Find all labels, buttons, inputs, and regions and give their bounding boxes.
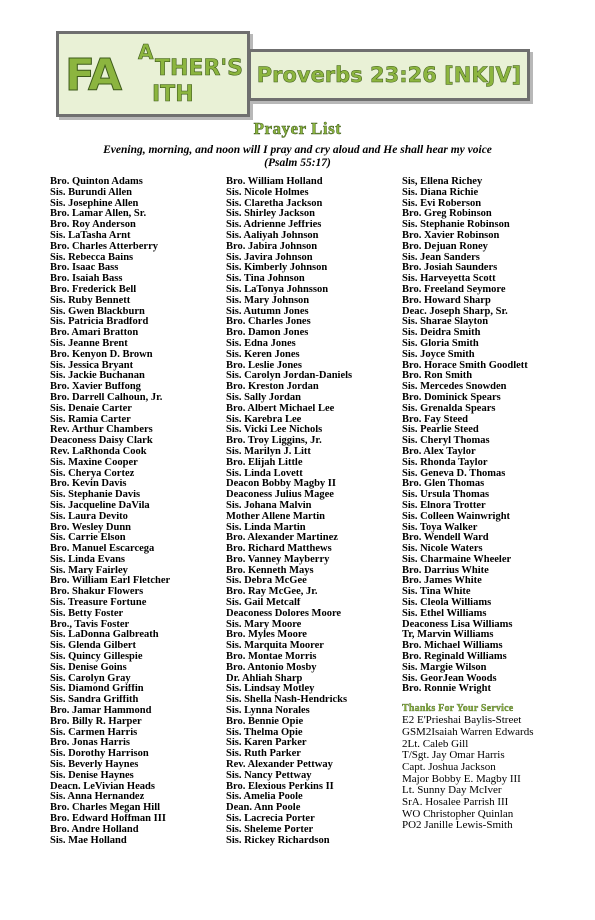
prayer-name: Sis. Margie Wilson [402, 662, 487, 673]
prayer-name: Sis. Amelia Poole [226, 792, 303, 803]
prayer-name: Dr. Ahliah Sharp [226, 673, 303, 684]
prayer-name: Bro. Reginald Williams [402, 652, 507, 663]
prayer-name: Bro. Josiah Saunders [402, 263, 498, 274]
prayer-name: Sis. Jacqueline DaVila [50, 500, 150, 511]
prayer-name: Sis. Mae Holland [50, 835, 127, 846]
service-member-name: 2Lt. Caleb Gill [402, 738, 469, 750]
logo-letters-fa: FA [65, 50, 121, 101]
prayer-name: Sis. Jean Sanders [402, 252, 480, 263]
prayer-list-column-3 [402, 177, 574, 832]
prayer-name: Deac. Joseph Sharp, Sr. [402, 306, 508, 317]
prayer-name: Sis. Mary Fairley [50, 565, 128, 576]
scripture-quote: Evening, morning, and noon will I pray and cry aloud and He shall hear my voice [103, 144, 492, 156]
prayer-name: Sis. Dorothy Harrison [50, 749, 149, 760]
prayer-name: Sis. Gwen Blackburn [50, 306, 145, 317]
prayer-name: Sis. Elnora Trotter [402, 500, 486, 511]
prayer-name: Bro. Xavier Robinson [402, 230, 500, 241]
prayer-name: Bro. Dejuan Roney [402, 241, 488, 252]
prayer-name: Bro. Albert Michael Lee [226, 403, 335, 414]
prayer-name: Bro. James White [402, 576, 482, 587]
prayer-name: Bro. Kreston Jordan [226, 382, 319, 393]
prayer-name: Mother Allene Martin [226, 511, 325, 522]
prayer-name: Sis. Debra McGee [226, 576, 307, 587]
prayer-name: Bro. Vanney Mayberry [226, 554, 330, 565]
prayer-name: Sis. Javira Johnson [226, 252, 313, 263]
prayer-name: Bro. Darrell Calhoun, Jr. [50, 392, 163, 403]
logo-letter-a: A [138, 40, 154, 64]
prayer-name: Sis. Laura Devito [50, 511, 128, 522]
prayer-name: Sis. Shella Nash-Hendricks [226, 695, 348, 706]
service-member-name: Capt. Joshua Jackson [402, 762, 496, 773]
prayer-name: Sis. Carolyn Jordan-Daniels [226, 371, 353, 382]
prayer-list-column-1 [50, 177, 222, 846]
service-member-name: PO2 Janille Lewis-Smith [402, 820, 513, 832]
prayer-name: Sis. Jeanne Brent [50, 338, 128, 349]
prayer-name: Sis. Glenda Gilbert [50, 641, 137, 652]
prayer-name: Bro. Quinton Adams [50, 177, 143, 187]
prayer-name: Sis. Carolyn Gray [50, 673, 131, 684]
prayer-name: Bro. Edward Hoffman III [50, 814, 166, 825]
prayer-name: Sis. Denise Goins [50, 662, 127, 673]
prayer-name: Sis. Jackie Buchanan [50, 371, 145, 382]
prayer-name: Bro. Isaiah Bass [50, 274, 123, 285]
prayer-name: Bro. Glen Thomas [402, 479, 485, 490]
prayer-name: Rev. Arthur Chambers [50, 425, 153, 436]
prayer-name: Deacon Bobby Magby II [226, 479, 336, 490]
prayer-name: Sis. Gloria Smith [402, 338, 479, 349]
prayer-name: Bro. Jonas Harris [50, 738, 131, 749]
prayer-name: Sis. Claretha Jackson [226, 198, 323, 209]
prayer-name: Sis. Lacrecia Porter [226, 814, 315, 825]
prayer-name: Deaconess Lisa Williams [402, 619, 513, 630]
prayer-name: Bro. Greg Robinson [402, 209, 492, 220]
prayer-name: Sis. Geneva D. Thomas [402, 468, 506, 479]
prayer-name: Deaconess Dolores Moore [226, 608, 342, 619]
prayer-name: Sis. Vicki Lee Nichols [226, 425, 323, 436]
prayer-name: Tr, Marvin Williams [402, 630, 494, 641]
prayer-list-column-3-names [402, 177, 574, 695]
prayer-name: Sis. Evi Roberson [402, 198, 482, 209]
prayer-name: Bro. Alex Taylor [402, 446, 476, 457]
prayer-name: Bro. William Holland [226, 177, 323, 187]
prayer-name: Bro. Elijah Little [226, 457, 303, 468]
prayer-name: Sis. Karen Parker [226, 738, 307, 749]
prayer-name: Bro. Michael Williams [402, 641, 503, 652]
prayer-name: Sis. Lindsay Motley [226, 684, 315, 695]
prayer-name: Sis. Mary Moore [226, 619, 302, 630]
prayer-name: Sis. Rebecca Bains [50, 252, 134, 263]
prayer-name: Sis. Anna Hernandez [50, 792, 145, 803]
prayer-name: Sis. Autumn Jones [226, 306, 309, 317]
prayer-name: Bro. Jamar Hammond [50, 706, 152, 717]
prayer-name: Sis. Mercedes Snowden [402, 382, 507, 393]
prayer-name: Sis. Sally Jordan [226, 392, 301, 403]
prayer-name: Bro. Fay Steed [402, 414, 469, 425]
service-heading: Thanks For Your Service [402, 703, 514, 715]
prayer-name: Sis. Joyce Smith [402, 349, 475, 360]
prayer-name: Sis. Lynna Norales [226, 706, 310, 717]
prayer-name: Sis. Beverly Haynes [50, 760, 139, 771]
prayer-name: Sis. Jessica Bryant [50, 360, 134, 371]
prayer-name: Sis. Ramia Carter [50, 414, 131, 425]
prayer-name: Sis. Cheryl Thomas [402, 436, 490, 447]
prayer-name: Sis. Carmen Harris [50, 727, 138, 738]
prayer-name: Bro. Amari Bratton [50, 328, 139, 339]
prayer-name: Sis. Sharae Slayton [402, 317, 489, 328]
prayer-name: Sis. Grenalda Spears [402, 403, 496, 414]
prayer-name: Sis. Maxine Cooper [50, 457, 138, 468]
prayer-name: Bro. Bennie Opie [226, 716, 304, 727]
prayer-name: Bro. Frederick Bell [50, 284, 137, 295]
scripture-citation: (Psalm 55:17) [264, 157, 331, 169]
prayer-name: Sis. Johana Malvin [226, 500, 312, 511]
prayer-name: Sis. Kimberly Johnson [226, 263, 328, 274]
prayer-name: Sis. Aaliyah Johnson [226, 230, 319, 241]
prayer-name: Bro. Howard Sharp [402, 295, 491, 306]
prayer-name: Bro. Charles Megan Hill [50, 803, 161, 814]
prayer-name: Sis. Burundi Allen [50, 187, 132, 198]
prayer-name: Sis. Thelma Opie [226, 727, 303, 738]
ministry-logo [56, 31, 250, 117]
prayer-name: Bro. Kenyon D. Brown [50, 349, 153, 360]
logo-letters-ith: ITH [152, 82, 194, 107]
prayer-name: Sis. Tina Johnson [226, 274, 305, 285]
prayer-name: Sis. Nancy Pettway [226, 770, 312, 781]
service-member-name: SrA. Hosalee Parrish III [402, 797, 509, 809]
prayer-name: Bro. Ronnie Wright [402, 684, 491, 695]
prayer-name: Sis. Denaie Carter [50, 403, 132, 414]
prayer-name: Deaconess Julius Magee [226, 490, 334, 501]
prayer-name: Sis. Cherya Cortez [50, 468, 135, 479]
prayer-name: Bro. Ron Smith [402, 371, 473, 382]
prayer-name: Sis. Marquita Moorer [226, 641, 324, 652]
prayer-name: Sis. Linda Lovett [226, 468, 303, 479]
prayer-name: Bro. Horace Smith Goodlett [402, 360, 528, 371]
prayer-name: Deaconess Daisy Clark [50, 436, 153, 447]
prayer-name: Bro. Leslie Jones [226, 360, 302, 371]
prayer-name: Sis. Denise Haynes [50, 770, 134, 781]
prayer-name: Sis. Nicole Holmes [226, 187, 309, 198]
prayer-name: Sis. Adrienne Jeffries [226, 220, 322, 231]
prayer-name: Deacn. LeVivian Heads [50, 781, 155, 792]
prayer-name: Bro. Kevin Davis [50, 479, 127, 490]
prayer-name: Sis. Sandra Griffith [50, 695, 139, 706]
prayer-name: Bro. Charles Atterberry [50, 241, 158, 252]
prayer-name: Bro. Jabira Johnson [226, 241, 318, 252]
service-member-name: GSM2Isaiah Warren Edwards [402, 726, 534, 738]
prayer-name: Sis. Gail Metcalf [226, 598, 301, 609]
prayer-name: Sis. GeorJean Woods [402, 673, 497, 684]
prayer-name: Sis. Charmaine Wheeler [402, 554, 512, 565]
prayer-name: Sis. Keren Jones [226, 349, 300, 360]
prayer-name: Sis. Nicole Waters [402, 544, 483, 555]
prayer-name: Bro. Andre Holland [50, 824, 139, 835]
service-member-name: E2 E'Prieshai Baylis-Street [402, 715, 522, 727]
prayer-name: Sis. Edna Jones [226, 338, 296, 349]
prayer-name: Bro. Richard Matthews [226, 544, 332, 555]
prayer-name: Bro. Wendell Ward [402, 533, 489, 544]
prayer-name: Dean. Ann Poole [226, 803, 301, 814]
prayer-name: Sis. Karebra Lee [226, 414, 302, 425]
prayer-name: Bro. Elexious Perkins II [226, 781, 334, 792]
prayer-name: Sis. Treasure Fortune [50, 598, 147, 609]
prayer-name: Bro. Antonio Mosby [226, 662, 317, 673]
prayer-name: Sis. Sheleme Porter [226, 824, 314, 835]
service-list [402, 715, 574, 832]
prayer-name: Sis. Ruby Bennett [50, 295, 131, 306]
prayer-name: Bro. Wesley Dunn [50, 522, 132, 533]
prayer-name: Sis. Tina White [402, 587, 471, 598]
prayer-name: Sis. LaTasha Arnt [50, 230, 131, 241]
prayer-name: Bro. Damon Jones [226, 328, 309, 339]
prayer-name: Bro. William Earl Fletcher [50, 576, 171, 587]
prayer-name: Bro. Charles Jones [226, 317, 311, 328]
logo-letters-thers: THER'S [155, 56, 243, 81]
service-member-name: WO Christopher Quinlan [402, 808, 514, 820]
prayer-name: Bro. Manuel Escarcega [50, 544, 155, 555]
prayer-name: Sis. Cleola Williams [402, 598, 492, 609]
prayer-name: Bro. Isaac Bass [50, 263, 119, 274]
prayer-name: Bro. Kenneth Mays [226, 565, 314, 576]
prayer-name: Sis. LaTonya Johnsson [226, 284, 329, 295]
prayer-name: Rev. Alexander Pettway [226, 760, 333, 771]
prayer-name: Sis. Marilyn J. Litt [226, 446, 311, 457]
prayer-name: Bro. Alexander Martinez [226, 533, 338, 544]
prayer-name: Sis. Diamond Griffin [50, 684, 144, 695]
prayer-name: Sis. Deidra Smith [402, 328, 481, 339]
prayer-name: Bro. Roy Anderson [50, 220, 136, 231]
prayer-name: Sis. Linda Martin [226, 522, 306, 533]
prayer-name: Sis. Patricia Bradford [50, 317, 149, 328]
prayer-name: Sis. Ruth Parker [226, 749, 301, 760]
prayer-name: Bro. Lamar Allen, Sr. [50, 209, 147, 220]
service-member-name: Lt. Sunny Day McIver [402, 785, 502, 797]
prayer-name: Bro. Ray McGee, Jr. [226, 587, 318, 598]
prayer-name: Bro. Montae Morris [226, 652, 317, 663]
prayer-name: Sis. Rhonda Taylor [402, 457, 488, 468]
prayer-name: Sis. Shirley Jackson [226, 209, 315, 220]
service-member-name: Major Bobby E. Magby III [402, 773, 521, 785]
prayer-name: Rev. LaRhonda Cook [50, 446, 147, 457]
prayer-name: Sis. Rickey Richardson [226, 835, 330, 846]
prayer-name: Bro. Troy Liggins, Jr. [226, 436, 322, 447]
verse-reference: Proverbs 23:26 [NKJV] [256, 63, 522, 87]
prayer-name: Sis. Ursula Thomas [402, 490, 490, 501]
prayer-name: Sis. Betty Foster [50, 608, 124, 619]
prayer-name: Sis. Carrie Elson [50, 533, 126, 544]
prayer-name: Bro., Tavis Foster [50, 619, 130, 630]
prayer-name: Sis. LaDonna Galbreath [50, 630, 159, 641]
prayer-name: Sis. Stephanie Davis [50, 490, 141, 501]
prayer-name: Bro. Myles Moore [226, 630, 307, 641]
page-title: Prayer List [253, 119, 342, 138]
verse-banner [248, 49, 530, 101]
prayer-name: Sis. Colleen Wainwright [402, 511, 511, 522]
prayer-name: Sis. Linda Evans [50, 554, 125, 565]
prayer-name: Bro. Darrius White [402, 565, 489, 576]
service-member-name: T/Sgt. Jay Omar Harris [402, 750, 505, 762]
prayer-name: Bro. Xavier Buffong [50, 382, 141, 393]
prayer-name: Sis. Ethel Williams [402, 608, 487, 619]
prayer-name: Bro. Billy R. Harper [50, 716, 142, 727]
prayer-name: Sis. Toya Walker [402, 522, 478, 533]
prayer-name: Sis. Mary Johnson [226, 295, 310, 306]
prayer-name: Sis. Stephanie Robinson [402, 220, 510, 231]
prayer-name: Sis. Josephine Allen [50, 198, 139, 209]
prayer-name: Sis. Pearlie Steed [402, 425, 479, 436]
prayer-list-column-2 [226, 177, 398, 846]
prayer-name: Bro. Dominick Spears [402, 392, 501, 403]
prayer-name: Sis. Harveyetta Scott [402, 274, 496, 285]
prayer-name: Sis, Ellena Richey [402, 177, 483, 187]
prayer-name: Sis. Quincy Gillespie [50, 652, 143, 663]
prayer-name: Bro. Shakur Flowers [50, 587, 144, 598]
prayer-name: Bro. Freeland Seymore [402, 284, 506, 295]
prayer-name: Sis. Diana Richie [402, 187, 479, 198]
